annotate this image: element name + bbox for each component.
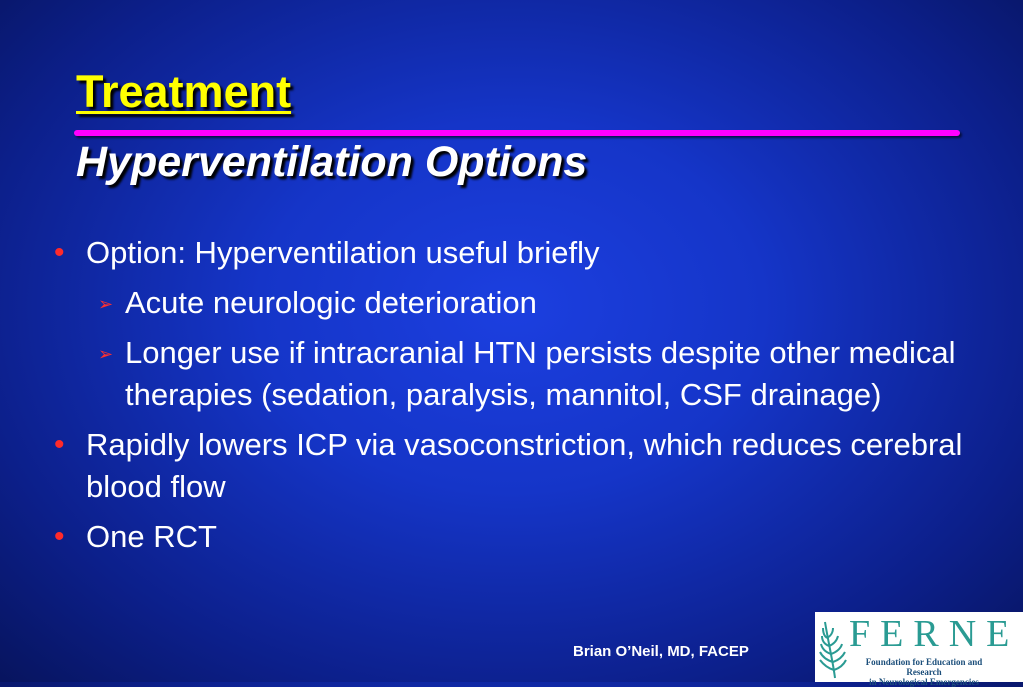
sub-bullet-item: [0, 282, 1000, 324]
bullet-text: Rapidly lowers ICP via vasoconstriction, which reduces cerebral blood flow: [86, 427, 963, 504]
slide-title: Treatment: [76, 66, 292, 117]
sub-bullet-text: Longer use if intracranial HTN persists despite other medical therapies (sedation, paralysis, mannitol, CSF drainage): [125, 335, 956, 412]
bullet-item: [0, 424, 1000, 508]
bullet-item: [0, 232, 1000, 274]
presenter-credit: Brian O’Neil, MD, FACEP: [573, 643, 749, 660]
bullet-text: Option: Hyperventilation useful briefly: [86, 235, 600, 270]
chevron-arrow-icon: ➢: [98, 344, 114, 364]
logo-wordmark: FERNE: [849, 613, 1020, 655]
bullet-dot: •: [54, 428, 65, 461]
bullet-text: One RCT: [86, 519, 217, 554]
bullet-dot: •: [54, 236, 65, 269]
bullet-item: [0, 516, 1000, 558]
logo-tagline-line1: Foundation for Education and Research: [865, 657, 983, 677]
sub-bullet-item: [0, 332, 1000, 416]
chevron-arrow-icon: ➢: [98, 294, 114, 314]
fern-leaf-icon: [815, 612, 849, 682]
bullet-list: [0, 232, 1000, 566]
logo-tagline-line2: in Neurological Emergencies: [869, 677, 979, 687]
ferne-logo: [815, 612, 1023, 687]
bullet-dot: •: [54, 520, 65, 553]
logo-tagline: [849, 657, 999, 687]
slide-subtitle: Hyperventilation Options: [76, 138, 588, 186]
sub-bullet-text: Acute neurologic deterioration: [125, 285, 537, 320]
